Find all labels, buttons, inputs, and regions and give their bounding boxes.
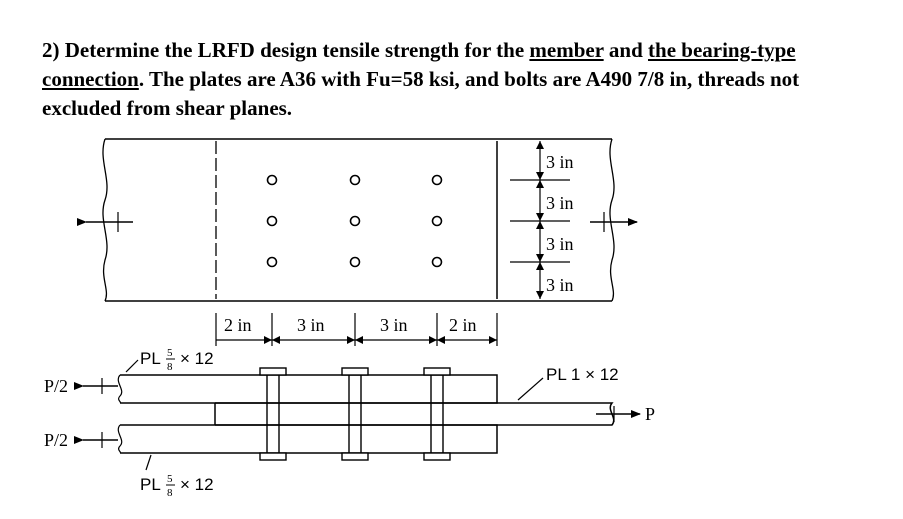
vertical-dim-label: 3 in bbox=[546, 152, 574, 172]
top-splice-frac-num: 5 bbox=[167, 347, 173, 359]
bottom-splice-plate-label bbox=[140, 473, 214, 499]
top-splice-plate-label bbox=[140, 347, 214, 373]
bolt-holes bbox=[268, 176, 442, 267]
top-load-label: P/2 bbox=[44, 376, 69, 396]
dim-arrowhead bbox=[437, 336, 445, 344]
top-splice-leader bbox=[126, 360, 138, 372]
bottom-splice-plate bbox=[120, 425, 497, 453]
bolt bbox=[424, 368, 450, 460]
bolt-hole bbox=[433, 217, 442, 226]
dim-arrowhead bbox=[536, 262, 544, 270]
bolt-hole bbox=[268, 258, 277, 267]
bottom-splice-size: × 12 bbox=[180, 475, 214, 494]
plate-left-break-line bbox=[103, 139, 107, 301]
plate-right-break-line bbox=[610, 139, 614, 301]
horizontal-dimensions bbox=[216, 313, 497, 346]
main-plate-label: PL 1 × 12 bbox=[546, 365, 619, 384]
top-splice-frac-den: 8 bbox=[167, 361, 173, 373]
dim-arrowhead bbox=[355, 336, 363, 344]
dim-arrowhead bbox=[429, 336, 437, 344]
problem-member-underlined: member bbox=[529, 38, 604, 62]
dim-arrowhead bbox=[536, 291, 544, 299]
problem-text-1: 2) Determine the LRFD design tensile strength for the bbox=[42, 38, 530, 62]
bottom-splice-leader bbox=[146, 455, 151, 470]
dim-arrowhead bbox=[536, 180, 544, 188]
main-plate bbox=[215, 403, 614, 425]
bolt-hole bbox=[433, 176, 442, 185]
vertical-dimensions bbox=[510, 141, 574, 299]
bolt-hole bbox=[433, 258, 442, 267]
vertical-dim-label: 3 in bbox=[546, 234, 574, 254]
vertical-dim-label: 3 in bbox=[546, 193, 574, 213]
bottom-splice-pl: PL bbox=[140, 475, 161, 494]
dim-arrowhead bbox=[536, 172, 544, 180]
bolt bbox=[260, 368, 286, 460]
top-splice-plate bbox=[120, 375, 497, 403]
elevation-view bbox=[44, 347, 655, 499]
dim-arrowhead bbox=[272, 336, 280, 344]
horizontal-dim-label: 2 in bbox=[449, 315, 477, 335]
bottom-splice-break bbox=[118, 425, 121, 453]
dim-arrowhead bbox=[536, 213, 544, 221]
bottom-splice-frac-den: 8 bbox=[167, 487, 173, 499]
horizontal-dim-label: 3 in bbox=[297, 315, 325, 335]
dim-arrowhead bbox=[264, 336, 272, 344]
dim-arrowhead bbox=[536, 141, 544, 149]
bolt-hole bbox=[351, 258, 360, 267]
bottom-splice-frac-num: 5 bbox=[167, 473, 173, 485]
bolt bbox=[342, 368, 368, 460]
dim-arrowhead bbox=[536, 254, 544, 262]
problem-text-2: and bbox=[603, 38, 649, 62]
vertical-dim-label: 3 in bbox=[546, 275, 574, 295]
bolts-elevation bbox=[260, 368, 450, 460]
bottom-load-label: P/2 bbox=[44, 430, 69, 450]
bolt-hole bbox=[268, 217, 277, 226]
top-splice-break bbox=[118, 375, 121, 403]
right-load-label: P bbox=[645, 404, 656, 424]
bolt-hole bbox=[351, 176, 360, 185]
main-plate-leader bbox=[518, 378, 543, 400]
dim-arrowhead bbox=[536, 221, 544, 229]
dim-arrowhead bbox=[347, 336, 355, 344]
bolt-hole bbox=[268, 176, 277, 185]
top-splice-pl: PL bbox=[140, 349, 161, 368]
problem-text-3: . The plates are A36 with Fu=58 ksi, and bolts are A490 7/8 in, threads not excluded from shear planes. bbox=[42, 67, 800, 120]
problem-connection-underlined: the bearing-type connection bbox=[42, 38, 796, 91]
bolt-hole bbox=[351, 217, 360, 226]
dim-arrowhead bbox=[489, 336, 497, 344]
plan-view bbox=[86, 139, 637, 346]
horizontal-dim-label: 3 in bbox=[380, 315, 408, 335]
horizontal-dim-label: 2 in bbox=[224, 315, 252, 335]
top-splice-size: × 12 bbox=[180, 349, 214, 368]
